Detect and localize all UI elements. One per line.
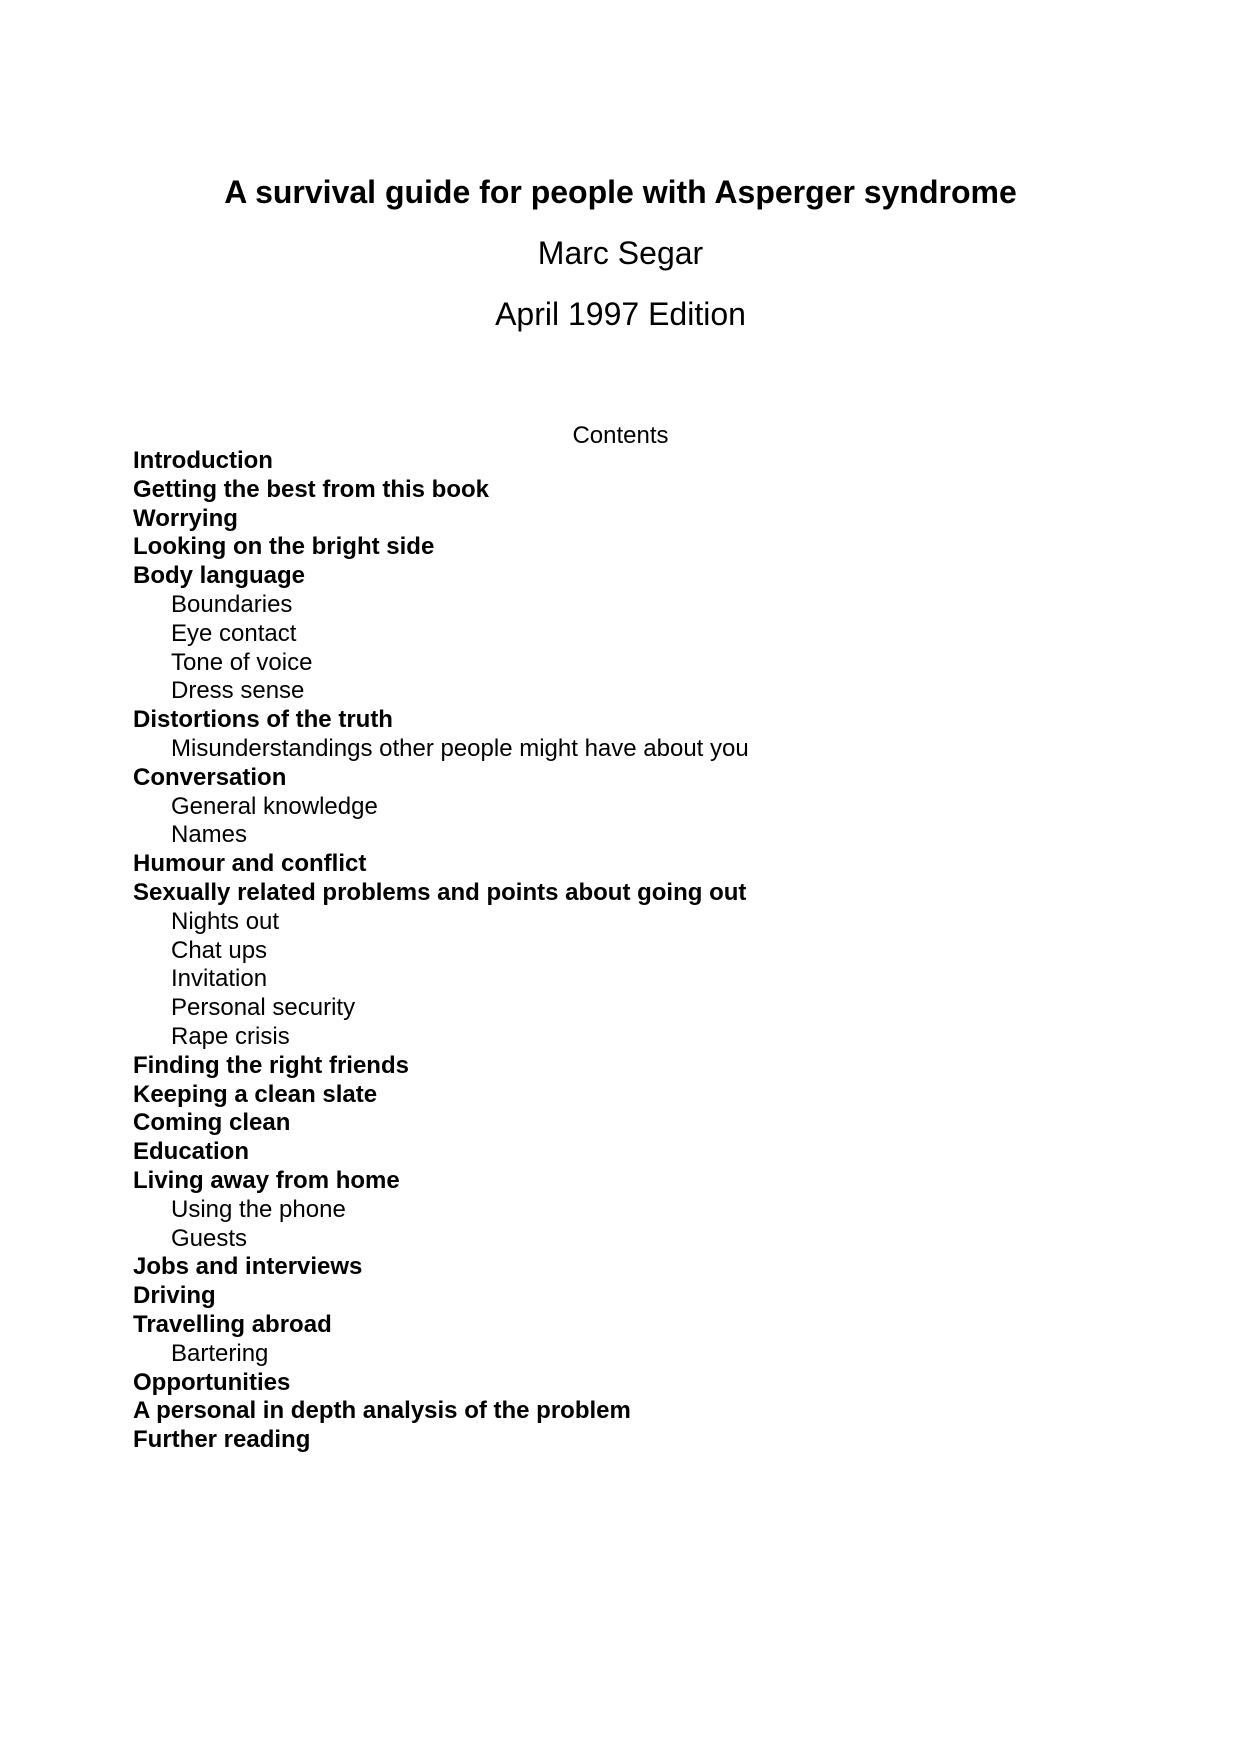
toc-chapter: Sexually related problems and points about going out [133, 878, 747, 906]
toc-chapter: Getting the best from this book [133, 475, 490, 503]
toc-section: Chat ups [171, 936, 268, 964]
toc-chapter: Distortions of the truth [133, 706, 393, 734]
toc-section: Tone of voice [171, 648, 313, 676]
toc-chapter: Humour and conflict [133, 850, 367, 878]
toc-chapter: Coming clean [133, 1109, 291, 1137]
toc-section: Boundaries [171, 590, 293, 618]
toc-section: Dress sense [171, 677, 305, 705]
document-edition: April 1997 Edition [495, 296, 746, 332]
toc-chapter: Worrying [133, 504, 238, 532]
contents-heading: Contents [572, 422, 669, 449]
toc-chapter: Travelling abroad [133, 1310, 332, 1338]
toc-chapter: Living away from home [133, 1166, 400, 1194]
toc-chapter: Body language [133, 562, 306, 590]
toc-section: Names [171, 821, 248, 849]
document-title: A survival guide for people with Asperger syndrome [224, 174, 1017, 210]
toc-chapter: Opportunities [133, 1368, 291, 1396]
toc-section: Using the phone [171, 1195, 346, 1223]
toc-section: Invitation [171, 965, 268, 993]
toc-section: Personal security [171, 994, 356, 1022]
toc-chapter: Further reading [133, 1426, 311, 1454]
toc-section: Eye contact [171, 619, 297, 647]
toc-section: Guests [171, 1224, 248, 1252]
table-of-contents [133, 447, 1133, 1455]
toc-chapter: A personal in depth analysis of the problem [133, 1397, 631, 1425]
toc-section: General knowledge [171, 792, 378, 820]
toc-chapter: Driving [133, 1282, 216, 1310]
toc-chapter: Jobs and interviews [133, 1253, 363, 1281]
toc-section: Bartering [171, 1339, 269, 1367]
toc-chapter: Introduction [133, 447, 273, 474]
toc-section: Nights out [171, 907, 280, 935]
toc-chapter: Finding the right friends [133, 1051, 409, 1079]
document-author: Marc Segar [537, 235, 704, 271]
toc-section: Misunderstandings other people might have about you [171, 734, 749, 762]
toc-chapter: Education [133, 1138, 250, 1166]
toc-chapter: Keeping a clean slate [133, 1080, 378, 1108]
toc-section: Rape crisis [171, 1022, 290, 1050]
toc-chapter: Looking on the bright side [133, 533, 435, 561]
toc-chapter: Conversation [133, 763, 287, 791]
